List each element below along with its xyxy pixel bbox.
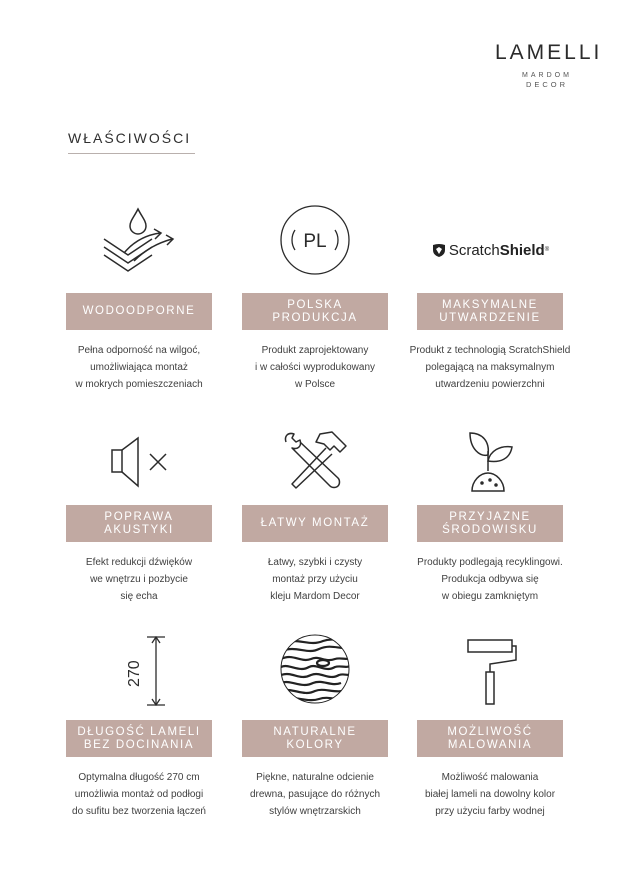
plant-icon: [417, 425, 563, 495]
feature-description: Pełna odporność na wilgoć, umożliwiająca montaż w mokrych pomieszczeniach: [75, 345, 203, 390]
feature-description: Łatwy, szybki i czysty montaż przy użyciu kleju Mardom Decor: [267, 557, 363, 602]
brand-name: LAMELLI: [495, 41, 603, 64]
feature-label: WODOODPORNE: [66, 293, 212, 330]
paint-roller-icon: [417, 636, 563, 706]
feature-description: Piękne, naturalne odcienie drewna, pasujące do różnych stylów wnętrzarskich: [249, 772, 381, 817]
brand-logo: [495, 41, 603, 89]
feature-description: Możliwość malowania białej lameli na dowolny kolor przy użyciu farby wodnej: [424, 772, 556, 817]
feature-label: MAKSYMALNE UTWARDZENIE: [417, 293, 563, 330]
svg-text:270: 270: [126, 660, 143, 687]
scratchshield-logo: Scratch Shield ®: [417, 215, 563, 285]
feature-description: Produkt z technologią ScratchShield polegającą na maksymalnym utwardzeniu powierzchni: [409, 345, 571, 390]
section-title: WŁAŚCIWOŚCI: [68, 130, 192, 146]
feature-label: ŁATWY MONTAŻ: [242, 505, 388, 542]
length-dimension-icon: [66, 636, 212, 706]
brand-sub-mardom: MARDOM: [522, 72, 572, 79]
feature-label: MOŻLIWOŚĆ MALOWANIA: [417, 720, 563, 757]
polish-production-icon: [242, 205, 388, 275]
feature-description: Optymalna długość 270 cm umożliwia montaż od podłogi do sufitu bez tworzenia łączeń: [72, 772, 206, 817]
tools-icon: [242, 427, 388, 497]
feature-description: Efekt redukcji dźwięków we wnętrzu i pozbycie się echa: [85, 557, 193, 602]
section-title-underline: [68, 153, 195, 154]
feature-description: Produkt zaprojektowany i w całości wyprodukowany w Polsce: [254, 345, 376, 390]
water-resistant-icon: [66, 205, 212, 275]
brand-sub-decor: DECOR: [525, 80, 569, 89]
feature-label: NATURALNE KOLORY: [242, 720, 388, 757]
feature-description: Produkty podlegają recyklingowi. Produkcja odbywa się w obiegu zamkniętym: [417, 557, 563, 602]
speaker-muted-icon: [66, 427, 212, 497]
feature-label: PRZYJAZNE ŚRODOWISKU: [417, 505, 563, 542]
feature-label: POPRAWA AKUSTYKI: [66, 505, 212, 542]
wood-grain-icon: [242, 634, 388, 704]
feature-label: DŁUGOŚĆ LAMELI BEZ DOCINANIA: [66, 720, 212, 757]
feature-label: POLSKA PRODUKCJA: [242, 293, 388, 330]
svg-text:PL: PL: [303, 231, 327, 252]
